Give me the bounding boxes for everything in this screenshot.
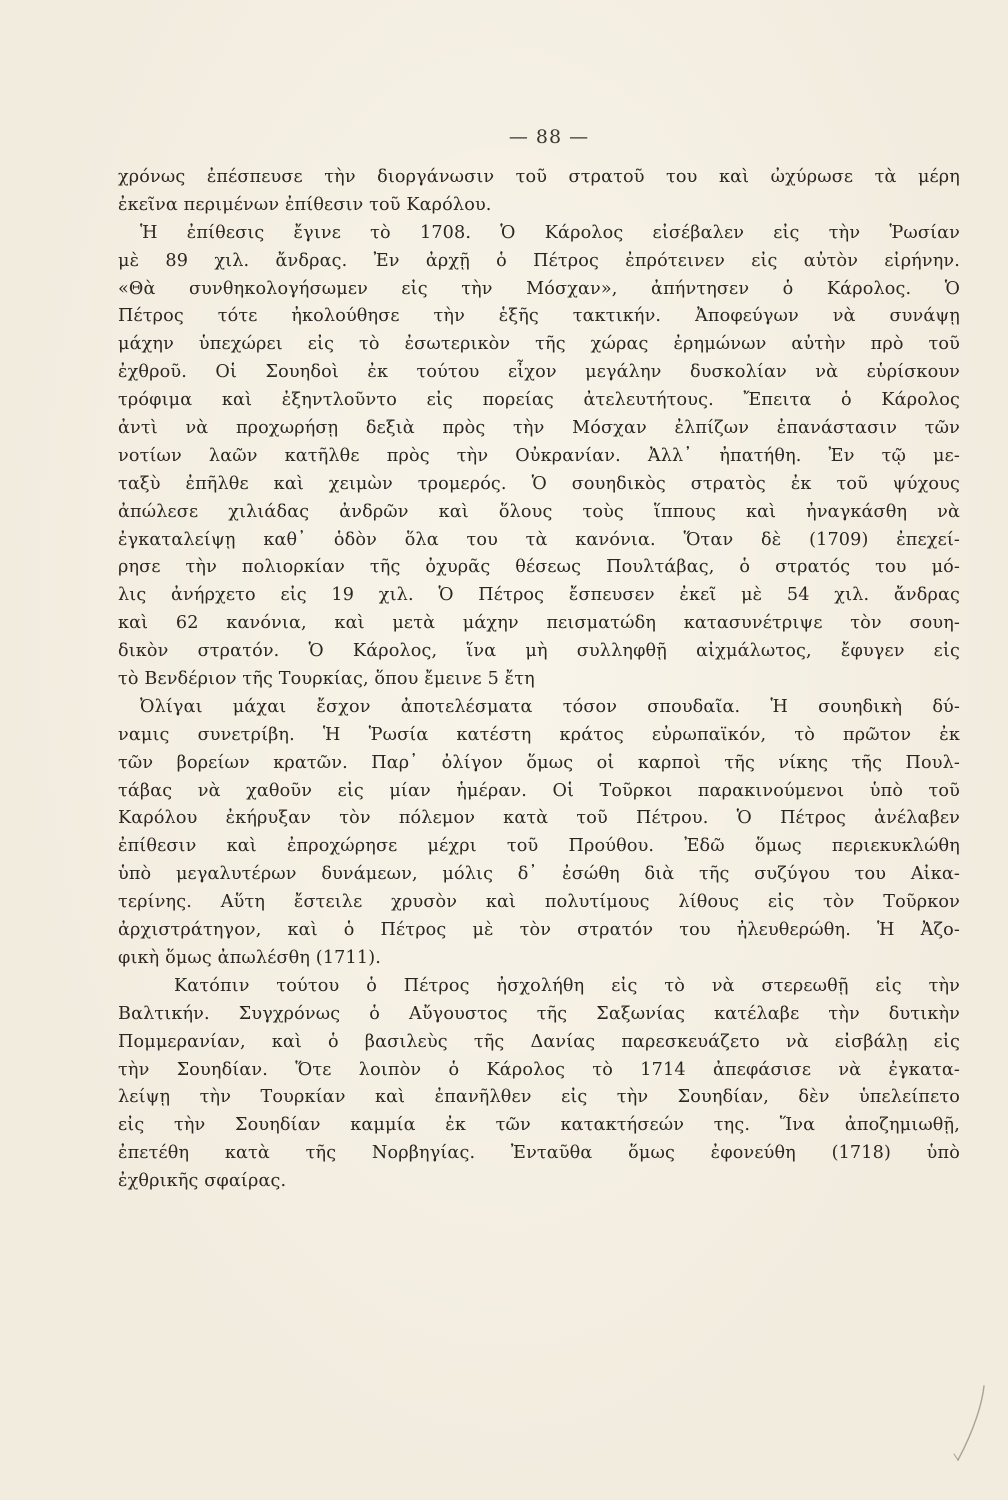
text-line: Ὀλίγαι μάχαι ἔσχον ἀποτελέσματα τόσον σπουδαῖα. Ἡ σουηδικὴ δύ-	[140, 696, 960, 717]
text-line: ἐχθροῦ. Οἱ Σουηδοὶ ἐκ τούτου εἶχον μεγάλην δυσκολίαν νὰ εὑρίσκουν	[118, 362, 960, 383]
text-line: τῶν βορείων κρατῶν. Παρ᾽ ὀλίγον ὅμως οἱ καρποὶ τῆς νίκης τῆς Πουλ-	[118, 752, 960, 773]
text-line: χρόνως ἐπέσπευσε τὴν διοργάνωσιν τοῦ στρατοῦ του καὶ ὠχύρωσε τὰ μέρη	[118, 167, 960, 187]
text-line: Ἡ ἐπίθεσις ἔγινε τὸ 1708. Ὁ Κάρολος εἰσέβαλεν εἰς τὴν Ῥωσίαν	[140, 222, 960, 243]
body-text	[118, 164, 960, 1196]
text-line: νοτίων λαῶν κατῆλθε πρὸς τὴν Οὐκρανίαν. Ἀλλ᾽ ἠπατήθη. Ἐν τῷ με-	[118, 445, 960, 466]
text-line: τρόφιμα καὶ ἐξηντλοῦντο εἰς πορείας ἀτελευτήτους. Ἔπειτα ὁ Κάρολος	[118, 390, 960, 411]
text-line: τερίνης. Αὕτη ἔστειλε χρυσὸν καὶ πολυτίμους λίθους εἰς τὸν Τοῦρκον	[118, 892, 960, 913]
text-line: τὴν Σουηδίαν. Ὅτε λοιπὸν ὁ Κάρολος τὸ 1714 ἀπεφάσισε νὰ ἐγκατα-	[118, 1059, 960, 1080]
page-number: — 88 —	[508, 126, 590, 148]
text-line: δικὸν στρατόν. Ὁ Κάρολος, ἵνα μὴ συλληφθῇ αἰχμάλωτος, ἔφυγεν εἰς	[118, 641, 960, 662]
text-line: Πομμερανίαν, καὶ ὁ βασιλεὺς τῆς Δανίας παρεσκευάζετο νὰ εἰσβάλῃ εἰς	[118, 1031, 960, 1052]
text-line: τάβας νὰ χαθοῦν εἰς μίαν ἡμέραν. Οἱ Τοῦρκοι παρακινούμενοι ὑπὸ τοῦ	[118, 780, 960, 801]
text-line: ὑπὸ μεγαλυτέρων δυνάμεων, μόλις δ᾽ ἐσώθη διὰ τῆς συζύγου του Αἰκα-	[118, 864, 960, 885]
text-line: λις ἀνήρχετο εἰς 19 χιλ. Ὁ Πέτρος ἔσπευσεν ἐκεῖ μὲ 54 χιλ. ἄνδρας	[118, 585, 960, 606]
text-line: ἀπώλεσε χιλιάδας ἀνδρῶν καὶ ὅλους τοὺς ἵππους καὶ ἠναγκάσθη νὰ	[118, 501, 960, 522]
text-line: ναμις συνετρίβη. Ἡ Ῥωσία κατέστη κράτος εὐρωπαϊκόν, τὸ πρῶτον ἐκ	[118, 724, 960, 745]
text-line: λείψῃ τὴν Τουρκίαν καὶ ἐπανῆλθεν εἰς τὴν Σουηδίαν, δὲν ὑπελείπετο	[118, 1087, 960, 1108]
text-line: Πέτρος τότε ἠκολούθησε τὴν ἑξῆς τακτικήν. Ἀποφεύγων νὰ συνάψῃ	[118, 306, 960, 327]
text-line: εἰς τὴν Σουηδίαν καμμία ἐκ τῶν κατακτήσεών της. Ἵνα ἀποζημιωθῇ,	[118, 1115, 960, 1136]
text-line: «Θὰ συνθηκολογήσωμεν εἰς τὴν Μόσχαν», ἀπήντησεν ὁ Κάρολος. Ὁ	[118, 278, 960, 299]
text-line: ἐπίθεσιν καὶ ἐπροχώρησε μέχρι τοῦ Προύθου. Ἐδῶ ὅμως περιεκυκλώθη	[118, 836, 960, 857]
text-line: ταξὺ ἐπῆλθε καὶ χειμὼν τρομερός. Ὁ σουηδικὸς στρατὸς ἐκ τοῦ ψύχους	[118, 473, 960, 494]
text-line: ἀρχιστράτηγον, καὶ ὁ Πέτρος μὲ τὸν στρατόν του ἠλευθερώθη. Ἡ Ἀζο-	[118, 920, 960, 941]
text-line: ἐπετέθη κατὰ τῆς Νορβηγίας. Ἐνταῦθα ὅμως ἐφονεύθη (1718) ὑπὸ	[118, 1143, 960, 1164]
text-line: Καρόλου ἐκήρυξαν τὸν πόλεμον κατὰ τοῦ Πέτρου. Ὁ Πέτρος ἀνέλαβεν	[118, 808, 960, 829]
text-line: ἀντὶ νὰ προχωρήσῃ δεξιὰ πρὸς τὴν Μόσχαν ἐλπίζων ἐπανάστασιν τῶν	[118, 418, 960, 439]
text-line: μάχην ὑπεχώρει εἰς τὸ ἐσωτερικὸν τῆς χώρας ἐρημώνων αὐτὴν πρὸ τοῦ	[118, 334, 960, 355]
text-line: Κατόπιν τούτου ὁ Πέτρος ἠσχολήθη εἰς τὸ νὰ στερεωθῇ εἰς τὴν	[174, 975, 960, 996]
pencil-mark-icon	[952, 1384, 988, 1464]
text-line: Βαλτικήν. Συγχρόνως ὁ Αὔγουστος τῆς Σαξωνίας κατέλαβε τὴν δυτικὴν	[118, 1003, 960, 1024]
text-line: τὸ Βενδέριον τῆς Τουρκίας, ὅπου ἔμεινε 5 ἔτη	[118, 669, 535, 690]
text-line: ρησε τὴν πολιορκίαν τῆς ὀχυρᾶς θέσεως Πουλτάβας, ὁ στρατός του μό-	[118, 557, 960, 578]
text-line: καὶ 62 κανόνια, καὶ μετὰ μάχην πεισματώδη κατασυνέτριψε τὸν σουη-	[118, 613, 960, 634]
text-line: ἐχθρικῆς σφαίρας.	[118, 1171, 287, 1192]
text-line: ἐκεῖνα περιμένων ἐπίθεσιν τοῦ Καρόλου.	[118, 194, 492, 215]
text-line: ἐγκαταλείψῃ καθ᾽ ὁδὸν ὅλα του τὰ κανόνια. Ὅταν δὲ (1709) ἐπεχεί-	[118, 529, 960, 550]
text-line: μὲ 89 χιλ. ἄνδρας. Ἐν ἀρχῇ ὁ Πέτρος ἐπρότεινεν εἰς αὐτὸν εἰρήνην.	[118, 250, 960, 271]
text-line: φικὴ ὅμως ἀπωλέσθη (1711).	[118, 947, 381, 968]
